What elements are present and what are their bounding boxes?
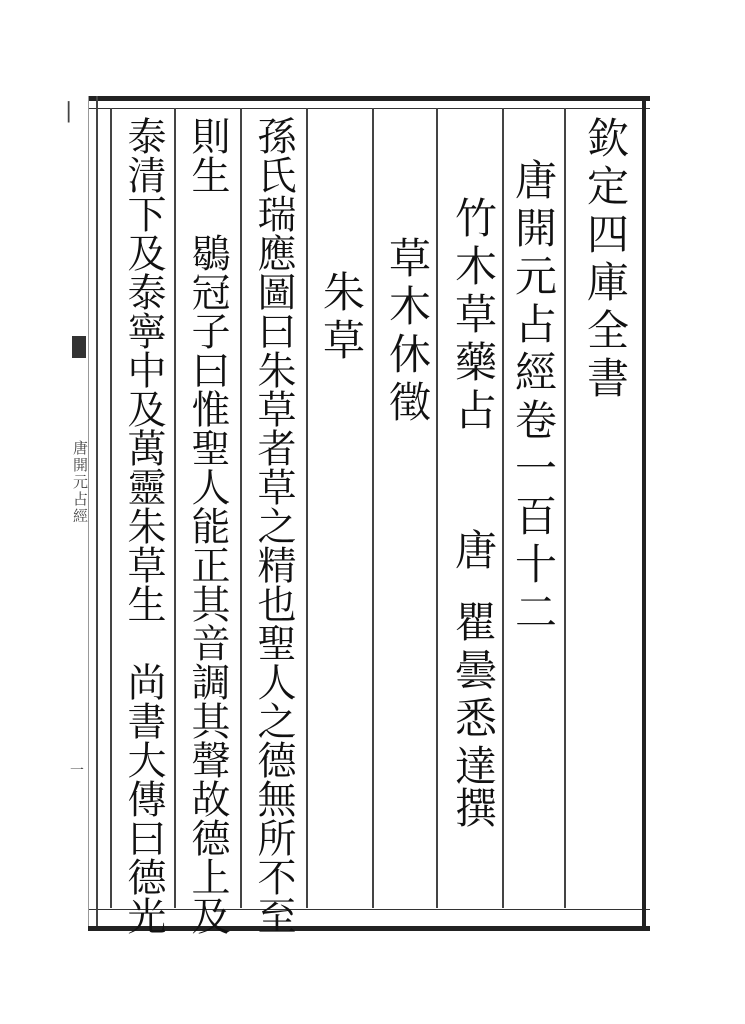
bottom-rule	[88, 909, 650, 910]
spine-glyph: ▏	[68, 102, 82, 123]
column-rule	[174, 108, 176, 908]
author-name: 瞿曇悉達	[449, 600, 498, 792]
column-rule	[110, 108, 112, 908]
column-rule	[306, 108, 308, 908]
body-column-3: 泰清下及泰寧中及萬靈朱草生 尚書大傳曰德光	[121, 116, 166, 935]
right-border	[642, 96, 646, 926]
author-role: 撰	[449, 786, 498, 834]
spine-title: 唐開元占經	[71, 440, 89, 525]
column-rule	[564, 108, 566, 908]
column-rule	[502, 108, 504, 908]
dynasty-label: 唐	[449, 528, 498, 576]
series-title: 欽定四庫全書	[581, 116, 630, 404]
fishtail-mark	[72, 336, 86, 358]
item-heading: 朱草	[317, 270, 366, 366]
column-rule	[372, 108, 374, 908]
top-rule	[88, 108, 650, 109]
category-heading: 草木休徵	[383, 236, 432, 428]
left-margin-line	[96, 96, 98, 926]
column-rule	[436, 108, 438, 908]
section-title-text: 竹木草藥占	[449, 196, 498, 436]
volume-title: 唐開元占經卷一百十二	[509, 158, 558, 638]
body-column-1: 孫氏瑞應圖曰朱草者草之精也聖人之德無所不至	[251, 116, 296, 935]
page-frame	[88, 96, 650, 931]
section-title	[449, 196, 498, 436]
body-column-2: 則生 鶡冠子曰惟聖人能正其音調其聲故德上及	[185, 116, 230, 935]
spine-page-mark: 一	[70, 763, 84, 779]
column-rule	[240, 108, 242, 908]
